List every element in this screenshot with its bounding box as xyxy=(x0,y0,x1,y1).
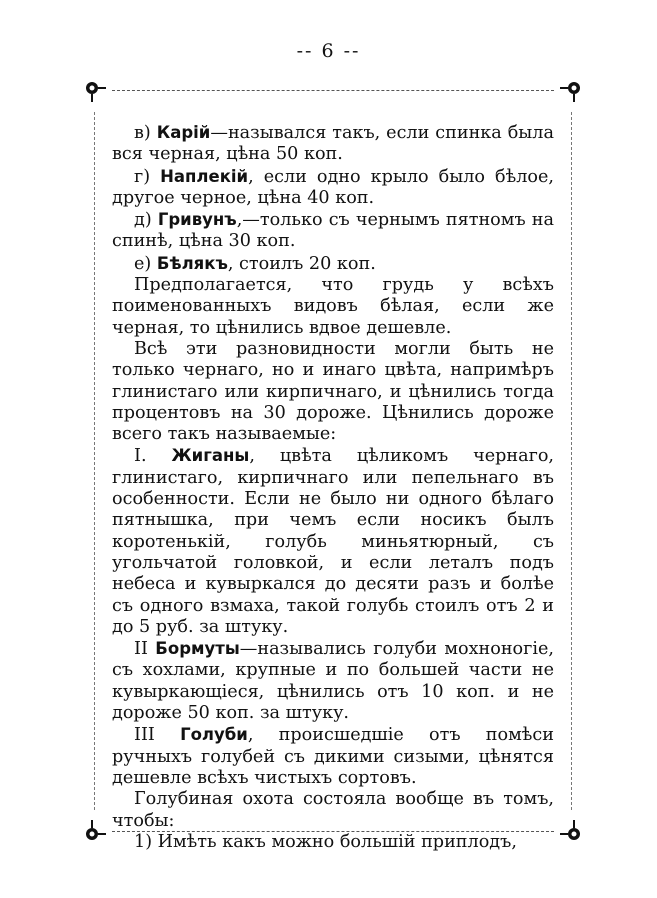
page-number: -- 6 -- xyxy=(296,40,361,62)
frame-right-border xyxy=(571,112,572,810)
paragraph-text: , происшедшіе отъ помѣси ручныхъ голубей съ дикими сизыми, цѣнятся дешевле всѣхъ чистыхъ сортовъ. xyxy=(112,725,554,788)
item-marker: I. xyxy=(134,446,172,467)
paragraph-text: —назывались голуби мохноногіе, съ хохлами, крупные и по большей части не кувыркающіеся, цѣнились отъ 10 коп. и не дороже 50 коп. за штуку. xyxy=(112,639,554,724)
paragraph-zhigany xyxy=(112,445,554,638)
frame-top-border xyxy=(112,90,554,91)
paragraph-list-item-1 xyxy=(112,832,554,853)
paragraph-hunting xyxy=(112,789,554,832)
paragraph-karii xyxy=(112,122,554,166)
paragraph-varieties xyxy=(112,339,554,445)
paragraph-text: Предполагается, что грудь у всѣхъ поименованныхъ видовъ бѣлая, если же черная, то цѣнились вдвое дешевле. xyxy=(112,275,554,338)
breed-name: Жиганы xyxy=(171,446,250,466)
item-marker: г) xyxy=(134,166,161,187)
item-marker: III xyxy=(134,725,181,746)
item-marker: в) xyxy=(134,123,157,143)
paragraph-bormuty xyxy=(112,638,554,724)
paragraph-golubi xyxy=(112,724,554,789)
breed-name: Голуби xyxy=(180,725,248,745)
item-marker: е) xyxy=(134,253,157,274)
item-marker: II xyxy=(134,639,156,660)
paragraph-text: , стоилъ 20 коп. xyxy=(227,253,376,274)
corner-ornament-icon xyxy=(82,820,106,844)
paragraph-belyak xyxy=(112,253,554,275)
corner-ornament-icon xyxy=(560,78,584,102)
paragraph-breast-note xyxy=(112,275,554,339)
breed-name: Гривунъ xyxy=(157,210,237,230)
item-marker: д) xyxy=(134,210,158,231)
paragraph-text: , если одно крыло было бѣлое, другое черное, цѣна 40 коп. xyxy=(112,166,554,208)
breed-name: Наплекій xyxy=(160,166,249,186)
breed-name: Бѣлякъ xyxy=(156,253,228,273)
breed-name: Бормуты xyxy=(155,639,240,659)
paragraph-text: Голубиная охота состояла вообще въ томъ, чтобы: xyxy=(112,789,554,831)
paragraph-naplekii xyxy=(112,166,554,210)
page-body xyxy=(112,122,554,853)
corner-ornament-icon xyxy=(82,78,106,102)
corner-ornament-icon xyxy=(560,820,584,844)
frame-left-border xyxy=(94,112,95,810)
paragraph-grivun xyxy=(112,209,554,253)
paragraph-text: , цвѣта цѣликомъ чернаго, глинистаго, кирпичнаго или пепельнаго въ особенности. Если не было ни одного бѣлаго пятнышка, при чемъ если носикъ былъ коротенькій, голубь миньятюрный, съ угольчатой головкой, и если леталъ подъ небеса и кувыркался до десяти разъ и болѣе съ одного взмаха, такой голубь стоилъ отъ 2 и до 5 руб. за штуку. xyxy=(112,446,554,637)
paragraph-text: Всѣ эти разновидности могли быть не только чернаго, но и инаго цвѣта, напримѣръ глинистаго или кирпичнаго, и цѣнились тогда процентовъ на 30 дороже. Цѣнились дороже всего такъ называемые: xyxy=(112,338,554,445)
paragraph-text: —назывался такъ, если спинка была вся черная, цѣна 50 коп. xyxy=(112,123,554,165)
paragraph-text: Имѣть какъ можно большій приплодъ, xyxy=(157,831,517,852)
item-marker: 1) xyxy=(134,831,158,852)
breed-name: Карій xyxy=(156,123,211,142)
paragraph-text: ,—только съ чернымъ пятномъ на спинѣ, цѣна 30 коп. xyxy=(112,210,554,252)
